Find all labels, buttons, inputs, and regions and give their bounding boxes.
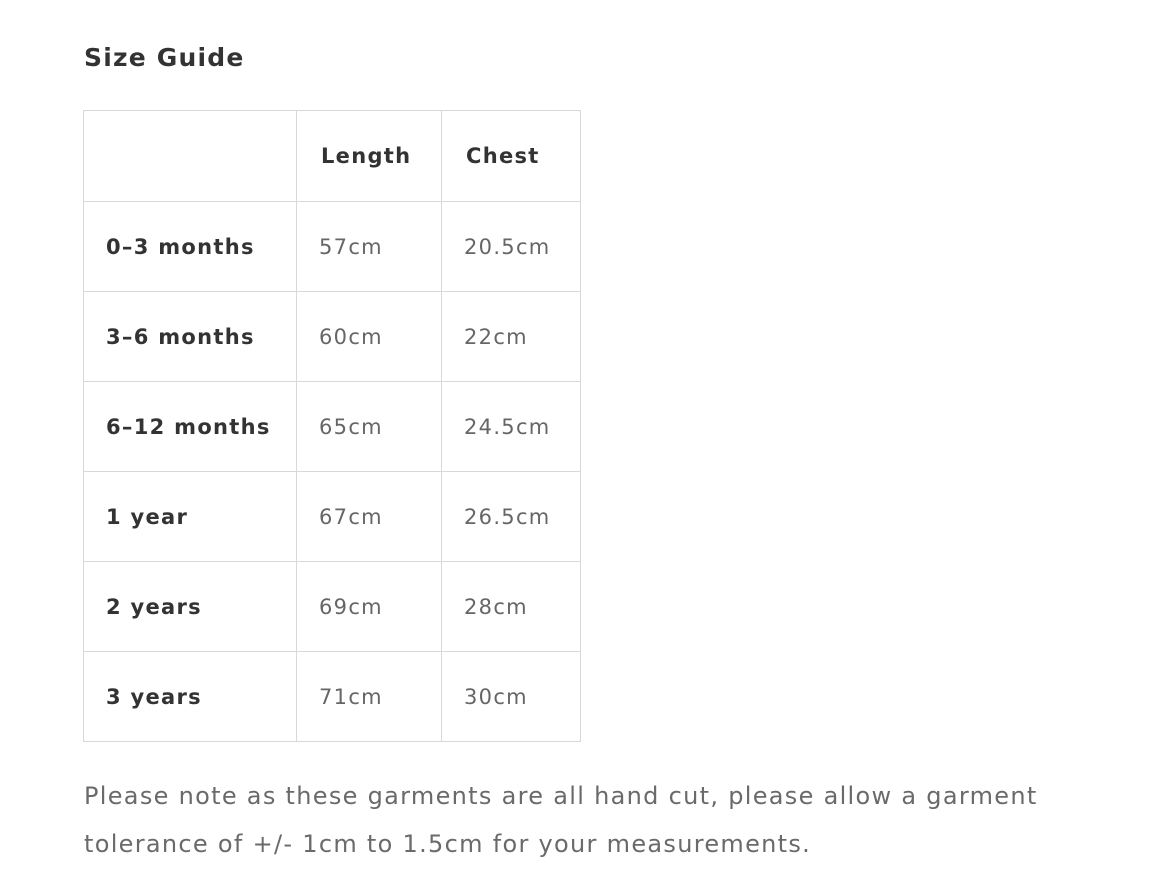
size-label: 2 years (84, 562, 297, 652)
table-row (84, 472, 581, 562)
length-value: 71cm (297, 652, 442, 742)
header-length: Length (297, 111, 442, 202)
length-value: 57cm (297, 202, 442, 292)
length-value: 65cm (297, 382, 442, 472)
chest-value: 20.5cm (442, 202, 581, 292)
header-empty-cell (84, 111, 297, 202)
chest-value: 24.5cm (442, 382, 581, 472)
size-label: 0–3 months (84, 202, 297, 292)
tolerance-note: Please note as these garments are all hand cut, please allow a garment tolerance of +/- 1cm to 1.5cm for your measurements. (84, 782, 1038, 858)
length-value: 60cm (297, 292, 442, 382)
table-row (84, 562, 581, 652)
chest-value: 30cm (442, 652, 581, 742)
table-header-row (84, 111, 581, 202)
page-title: Size Guide (84, 43, 245, 72)
table-row (84, 382, 581, 472)
size-label: 6–12 months (84, 382, 297, 472)
size-guide-table (83, 110, 581, 742)
table-row (84, 202, 581, 292)
size-label: 3 years (84, 652, 297, 742)
chest-value: 26.5cm (442, 472, 581, 562)
table-row (84, 652, 581, 742)
size-label: 3–6 months (84, 292, 297, 382)
table-row (84, 292, 581, 382)
chest-value: 22cm (442, 292, 581, 382)
length-value: 67cm (297, 472, 442, 562)
size-label: 1 year (84, 472, 297, 562)
header-chest: Chest (442, 111, 581, 202)
length-value: 69cm (297, 562, 442, 652)
chest-value: 28cm (442, 562, 581, 652)
